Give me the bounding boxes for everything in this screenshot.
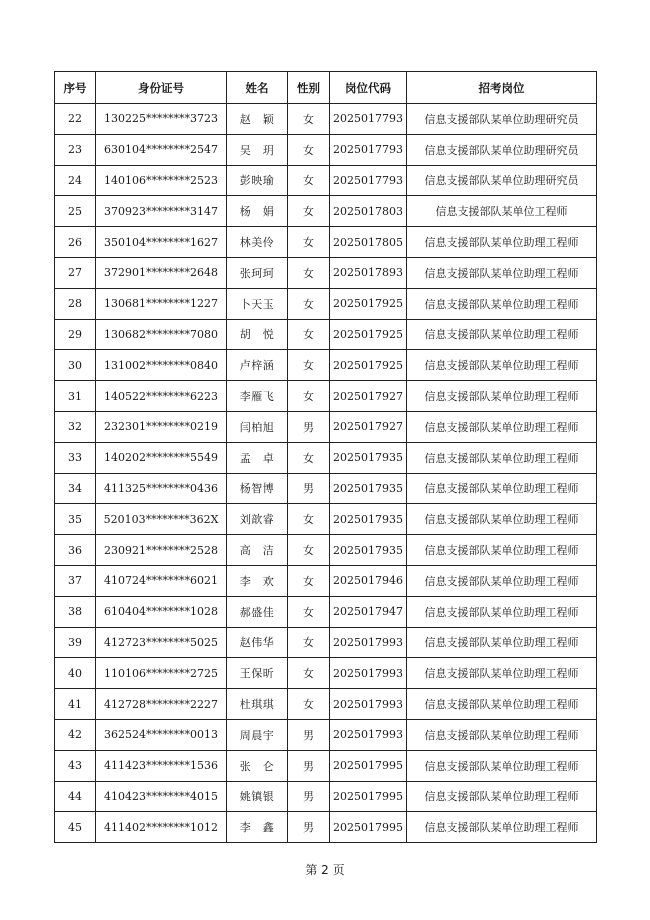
cell-gender: 男 — [288, 781, 330, 812]
cell-post-code: 2025017925 — [330, 319, 407, 350]
cell-name: 王保昕 — [227, 658, 288, 689]
cell-post: 信息支援部队某单位助理工程师 — [407, 381, 597, 412]
header-seq: 序号 — [55, 72, 96, 104]
cell-name: 李雁飞 — [227, 381, 288, 412]
cell-post: 信息支援部队某单位助理工程师 — [407, 565, 597, 596]
cell-post-code: 2025017793 — [330, 104, 407, 135]
cell-post: 信息支援部队某单位助理工程师 — [407, 473, 597, 504]
cell-gender: 女 — [288, 627, 330, 658]
cell-name: 张珂珂 — [227, 257, 288, 288]
cell-name: 吴 玥 — [227, 134, 288, 165]
table-row — [55, 165, 597, 196]
cell-gender: 女 — [288, 165, 330, 196]
cell-gender: 男 — [288, 750, 330, 781]
cell-post: 信息支援部队某单位助理研究员 — [407, 134, 597, 165]
cell-gender: 女 — [288, 196, 330, 227]
cell-id-number: 130681********1227 — [96, 288, 227, 319]
cell-id-number: 131002********0840 — [96, 350, 227, 381]
cell-seq: 28 — [55, 288, 96, 319]
cell-gender: 女 — [288, 658, 330, 689]
cell-post-code: 2025017893 — [330, 257, 407, 288]
cell-id-number: 630104********2547 — [96, 134, 227, 165]
cell-id-number: 140202********5549 — [96, 442, 227, 473]
cell-post-code: 2025017925 — [330, 288, 407, 319]
cell-name: 赵 颖 — [227, 104, 288, 135]
table-row — [55, 288, 597, 319]
table-row — [55, 134, 597, 165]
cell-post: 信息支援部队某单位助理工程师 — [407, 411, 597, 442]
cell-name: 卜天玉 — [227, 288, 288, 319]
header-post-code: 岗位代码 — [330, 72, 407, 104]
cell-post: 信息支援部队某单位助理工程师 — [407, 719, 597, 750]
cell-seq: 38 — [55, 596, 96, 627]
cell-id-number: 350104********1627 — [96, 227, 227, 258]
cell-post: 信息支援部队某单位助理工程师 — [407, 596, 597, 627]
cell-post: 信息支援部队某单位助理工程师 — [407, 442, 597, 473]
cell-gender: 女 — [288, 689, 330, 720]
cell-post-code: 2025017935 — [330, 504, 407, 535]
cell-seq: 44 — [55, 781, 96, 812]
cell-name: 杜琪琪 — [227, 689, 288, 720]
cell-id-number: 110106********2725 — [96, 658, 227, 689]
table-row — [55, 658, 597, 689]
cell-gender: 女 — [288, 504, 330, 535]
table-row — [55, 596, 597, 627]
cell-seq: 41 — [55, 689, 96, 720]
cell-seq: 27 — [55, 257, 96, 288]
cell-name: 赵伟华 — [227, 627, 288, 658]
cell-name: 李 鑫 — [227, 812, 288, 843]
cell-post-code: 2025017935 — [330, 473, 407, 504]
cell-gender: 女 — [288, 596, 330, 627]
table-row — [55, 473, 597, 504]
header-gender: 性别 — [288, 72, 330, 104]
cell-gender: 女 — [288, 319, 330, 350]
cell-name: 杨智博 — [227, 473, 288, 504]
cell-post-code: 2025017993 — [330, 627, 407, 658]
table-row — [55, 689, 597, 720]
cell-seq: 42 — [55, 719, 96, 750]
candidate-table — [54, 71, 597, 843]
table-row — [55, 381, 597, 412]
cell-name: 张 仑 — [227, 750, 288, 781]
cell-gender: 女 — [288, 350, 330, 381]
cell-post-code: 2025017993 — [330, 658, 407, 689]
cell-post: 信息支援部队某单位助理工程师 — [407, 781, 597, 812]
cell-post: 信息支援部队某单位助理工程师 — [407, 504, 597, 535]
cell-gender: 女 — [288, 442, 330, 473]
cell-post: 信息支援部队某单位助理研究员 — [407, 104, 597, 135]
cell-gender: 男 — [288, 719, 330, 750]
cell-id-number: 232301********0219 — [96, 411, 227, 442]
cell-gender: 男 — [288, 473, 330, 504]
cell-post-code: 2025017993 — [330, 689, 407, 720]
cell-post-code: 2025017947 — [330, 596, 407, 627]
cell-gender: 女 — [288, 104, 330, 135]
cell-gender: 女 — [288, 134, 330, 165]
cell-post: 信息支援部队某单位助理工程师 — [407, 257, 597, 288]
cell-post: 信息支援部队某单位助理工程师 — [407, 288, 597, 319]
table-row — [55, 319, 597, 350]
cell-post: 信息支援部队某单位助理工程师 — [407, 689, 597, 720]
cell-post-code: 2025017995 — [330, 812, 407, 843]
cell-post-code: 2025017995 — [330, 781, 407, 812]
cell-seq: 22 — [55, 104, 96, 135]
cell-post: 信息支援部队某单位助理工程师 — [407, 350, 597, 381]
page-number: 第 2 页 — [305, 863, 345, 877]
cell-seq: 40 — [55, 658, 96, 689]
cell-seq: 43 — [55, 750, 96, 781]
cell-post: 信息支援部队某单位工程师 — [407, 196, 597, 227]
cell-seq: 25 — [55, 196, 96, 227]
table-row — [55, 812, 597, 843]
cell-seq: 33 — [55, 442, 96, 473]
table-row — [55, 350, 597, 381]
table-row — [55, 535, 597, 566]
cell-seq: 37 — [55, 565, 96, 596]
cell-post: 信息支援部队某单位助理工程师 — [407, 750, 597, 781]
cell-id-number: 411423********1536 — [96, 750, 227, 781]
cell-gender: 女 — [288, 565, 330, 596]
cell-name: 卢梓涵 — [227, 350, 288, 381]
cell-name: 孟 卓 — [227, 442, 288, 473]
cell-post-code: 2025017993 — [330, 719, 407, 750]
cell-seq: 39 — [55, 627, 96, 658]
cell-seq: 24 — [55, 165, 96, 196]
cell-post-code: 2025017805 — [330, 227, 407, 258]
cell-seq: 29 — [55, 319, 96, 350]
cell-gender: 女 — [288, 535, 330, 566]
cell-id-number: 412723********5025 — [96, 627, 227, 658]
cell-gender: 男 — [288, 411, 330, 442]
cell-seq: 31 — [55, 381, 96, 412]
cell-id-number: 130682********7080 — [96, 319, 227, 350]
table-row — [55, 719, 597, 750]
cell-post: 信息支援部队某单位助理工程师 — [407, 658, 597, 689]
cell-gender: 女 — [288, 288, 330, 319]
cell-post: 信息支援部队某单位助理工程师 — [407, 627, 597, 658]
cell-post: 信息支援部队某单位助理工程师 — [407, 812, 597, 843]
cell-post-code: 2025017927 — [330, 411, 407, 442]
cell-gender: 女 — [288, 227, 330, 258]
cell-gender: 女 — [288, 381, 330, 412]
cell-name: 刘歆睿 — [227, 504, 288, 535]
cell-name: 彭映瑜 — [227, 165, 288, 196]
cell-id-number: 412728********2227 — [96, 689, 227, 720]
cell-id-number: 410423********4015 — [96, 781, 227, 812]
table-row — [55, 257, 597, 288]
cell-gender: 男 — [288, 812, 330, 843]
cell-id-number: 370923********3147 — [96, 196, 227, 227]
cell-name: 高 洁 — [227, 535, 288, 566]
cell-post-code: 2025017946 — [330, 565, 407, 596]
cell-id-number: 411325********0436 — [96, 473, 227, 504]
table-row — [55, 104, 597, 135]
cell-id-number: 372901********2648 — [96, 257, 227, 288]
cell-post-code: 2025017927 — [330, 381, 407, 412]
table-body — [55, 104, 597, 843]
table-row — [55, 196, 597, 227]
cell-name: 杨 娟 — [227, 196, 288, 227]
cell-post-code: 2025017793 — [330, 134, 407, 165]
header-id-number: 身份证号 — [96, 72, 227, 104]
cell-id-number: 610404********1028 — [96, 596, 227, 627]
cell-seq: 35 — [55, 504, 96, 535]
header-name: 姓名 — [227, 72, 288, 104]
cell-seq: 30 — [55, 350, 96, 381]
cell-name: 姚镇银 — [227, 781, 288, 812]
cell-seq: 36 — [55, 535, 96, 566]
cell-id-number: 362524********0013 — [96, 719, 227, 750]
table-row — [55, 227, 597, 258]
table-row — [55, 504, 597, 535]
cell-name: 李 欢 — [227, 565, 288, 596]
cell-post: 信息支援部队某单位助理工程师 — [407, 227, 597, 258]
cell-post: 信息支援部队某单位助理研究员 — [407, 165, 597, 196]
table-row — [55, 750, 597, 781]
table-row — [55, 781, 597, 812]
cell-seq: 32 — [55, 411, 96, 442]
cell-seq: 23 — [55, 134, 96, 165]
cell-id-number: 520103********362X — [96, 504, 227, 535]
cell-id-number: 130225********3723 — [96, 104, 227, 135]
cell-name: 周晨宇 — [227, 719, 288, 750]
cell-post-code: 2025017803 — [330, 196, 407, 227]
table-row — [55, 411, 597, 442]
cell-name: 胡 悦 — [227, 319, 288, 350]
cell-name: 郝盛佳 — [227, 596, 288, 627]
header-post: 招考岗位 — [407, 72, 597, 104]
table-row — [55, 627, 597, 658]
cell-id-number: 410724********6021 — [96, 565, 227, 596]
cell-seq: 45 — [55, 812, 96, 843]
cell-id-number: 411402********1012 — [96, 812, 227, 843]
cell-name: 林美伶 — [227, 227, 288, 258]
cell-id-number: 140106********2523 — [96, 165, 227, 196]
cell-post-code: 2025017925 — [330, 350, 407, 381]
cell-post-code: 2025017995 — [330, 750, 407, 781]
cell-post-code: 2025017793 — [330, 165, 407, 196]
cell-seq: 34 — [55, 473, 96, 504]
cell-name: 闫柏旭 — [227, 411, 288, 442]
cell-post: 信息支援部队某单位助理工程师 — [407, 319, 597, 350]
cell-id-number: 230921********2528 — [96, 535, 227, 566]
cell-post: 信息支援部队某单位助理工程师 — [407, 535, 597, 566]
cell-id-number: 140522********6223 — [96, 381, 227, 412]
cell-seq: 26 — [55, 227, 96, 258]
table-row — [55, 565, 597, 596]
table-row — [55, 442, 597, 473]
cell-post-code: 2025017935 — [330, 535, 407, 566]
cell-post-code: 2025017935 — [330, 442, 407, 473]
table-header-row — [55, 72, 597, 104]
cell-gender: 女 — [288, 257, 330, 288]
